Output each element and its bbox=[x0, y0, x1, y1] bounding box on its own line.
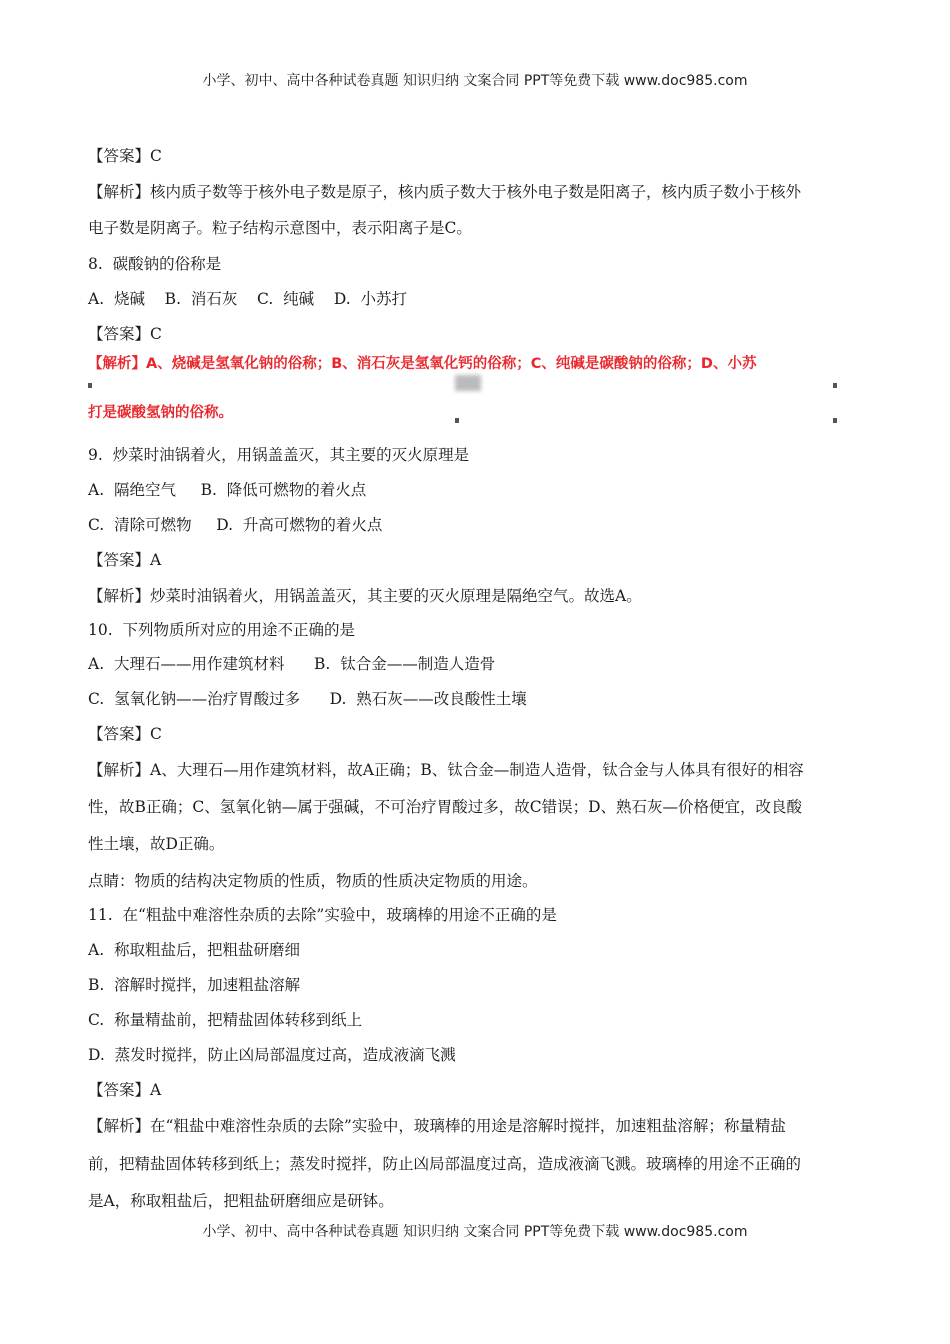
analysis-line-red: 【解析】A、烧碱是氢氧化钠的俗称；B、消石灰是氢氧化钙的俗称；C、纯碱是碳酸钠的俗称；D、小苏 bbox=[88, 356, 757, 372]
analysis-line: 前，把精盐固体转移到纸上；蒸发时搅拌，防止凶局部温度过高，造成液滴飞溅。玻璃棒的用途不正确的 bbox=[88, 1155, 802, 1173]
option-11: B. 溶解时搅拌，加速粗盐溶解 bbox=[88, 976, 301, 994]
answer-line: 【答案】A bbox=[88, 551, 162, 569]
artifact-dot bbox=[88, 383, 92, 388]
artifact-dot bbox=[833, 418, 837, 423]
options-10: A. 大理石——用作建筑材料 B. 钛合金——制造人造骨 bbox=[88, 655, 496, 673]
options-9: A. 隔绝空气 B. 降低可燃物的着火点 bbox=[88, 481, 367, 499]
options-9: C. 清除可燃物 D. 升高可燃物的着火点 bbox=[88, 516, 383, 534]
analysis-line-red: 打是碳酸氢钠的俗称。 bbox=[88, 405, 233, 421]
answer-line: 【答案】C bbox=[88, 147, 162, 165]
answer-line: 【答案】C bbox=[88, 725, 162, 743]
analysis-line: 【解析】核内质子数等于核外电子数是原子，核内质子数大于核外电子数是阳离子，核内质子数小于核外 bbox=[88, 183, 802, 201]
question-11: 11. 在“粗盐中难溶性杂质的去除”实验中，玻璃棒的用途不正确的是 bbox=[88, 906, 557, 924]
question-10: 10. 下列物质所对应的用途不正确的是 bbox=[88, 621, 356, 639]
option-11: D. 蒸发时搅拌，防止凶局部温度过高，造成液滴飞溅 bbox=[88, 1046, 456, 1064]
analysis-line: 【解析】炒菜时油锅着火，用锅盖盖灭，其主要的灭火原理是隔绝空气。故选A。 bbox=[88, 587, 642, 605]
question-8: 8. 碳酸钠的俗称是 bbox=[88, 255, 222, 273]
answer-line: 【答案】A bbox=[88, 1081, 162, 1099]
note-line: 点睛：物质的结构决定物质的性质，物质的性质决定物质的用途。 bbox=[88, 872, 538, 890]
analysis-line: 是A，称取粗盐后，把粗盐研磨细应是研钵。 bbox=[88, 1192, 394, 1210]
page-header: 小学、初中、高中各种试卷真题 知识归纳 文案合同 PPT等免费下载 www.doc985.com bbox=[202, 73, 748, 89]
analysis-line: 性，故B正确；C、氢氧化钠—属于强碱，不可治疗胃酸过多，故C错误；D、熟石灰—价格便宜，改良酸 bbox=[88, 798, 803, 816]
blur-artifact bbox=[455, 375, 481, 391]
option-11: A. 称取粗盐后，把粗盐研磨细 bbox=[88, 941, 300, 959]
option-11: C. 称量精盐前，把精盐固体转移到纸上 bbox=[88, 1011, 363, 1029]
analysis-line: 电子数是阴离子。粒子结构示意图中，表示阳离子是C。 bbox=[88, 219, 472, 237]
options-10: C. 氢氧化钠——治疗胃酸过多 D. 熟石灰——改良酸性土壤 bbox=[88, 690, 527, 708]
options-8: A. 烧碱 B. 消石灰 C. 纯碱 D. 小苏打 bbox=[88, 290, 408, 308]
answer-line: 【答案】C bbox=[88, 325, 162, 343]
analysis-line: 性土壤，故D正确。 bbox=[88, 835, 225, 853]
analysis-line: 【解析】A、大理石—用作建筑材料，故A正确；B、钛合金—制造人造骨，钛合金与人体具有很好的相容 bbox=[88, 761, 804, 779]
analysis-line: 【解析】在“粗盐中难溶性杂质的去除”实验中，玻璃棒的用途是溶解时搅拌，加速粗盐溶解；称量精盐 bbox=[88, 1117, 786, 1135]
artifact-dot bbox=[833, 383, 837, 388]
question-9: 9. 炒菜时油锅着火，用锅盖盖灭，其主要的灭火原理是 bbox=[88, 446, 470, 464]
artifact-dot bbox=[455, 418, 459, 423]
page-footer: 小学、初中、高中各种试卷真题 知识归纳 文案合同 PPT等免费下载 www.doc985.com bbox=[202, 1224, 748, 1240]
